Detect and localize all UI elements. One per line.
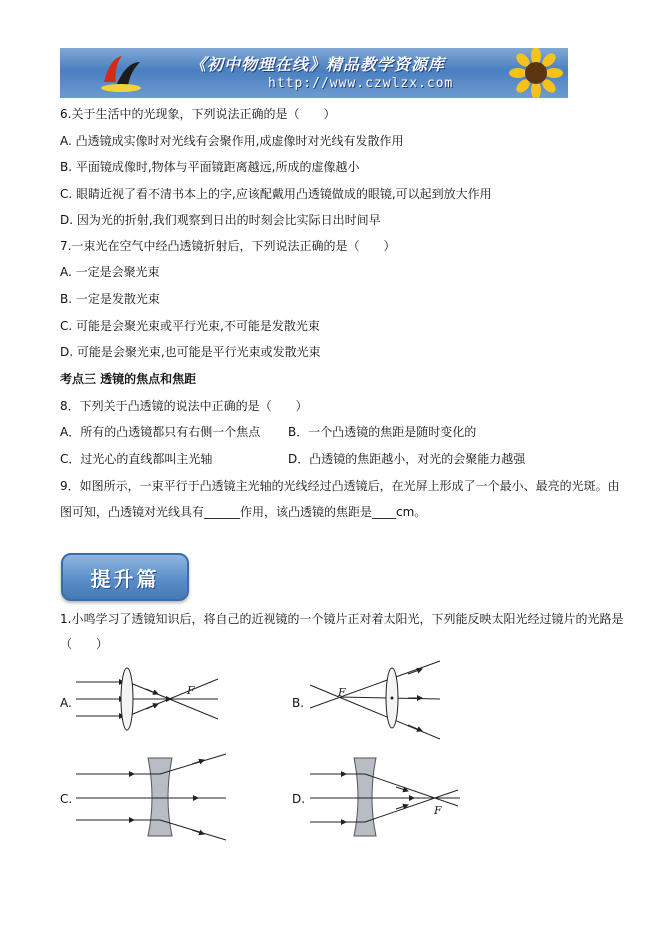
section-heading-focus: 考点三 透镜的焦点和焦距 bbox=[60, 372, 197, 386]
sunflower-icon bbox=[504, 48, 564, 98]
diagram-b-focus-label: F bbox=[338, 686, 346, 699]
q8-option-c: C．过光心的直线都叫主光轴 bbox=[60, 452, 213, 466]
q1-option-b-label: B. bbox=[292, 696, 305, 710]
q6-stem: 6.关于生活中的光现象，下列说法正确的是（ ） bbox=[60, 107, 336, 121]
header-banner bbox=[60, 48, 568, 98]
q9-line2: 图可知，凸透镜对光线具有______作用，该凸透镜的焦距是____cm。 bbox=[60, 505, 427, 519]
q7-option-d: D. 可能是会聚光束,也可能是平行光束或发散光束 bbox=[60, 345, 321, 359]
q1-line1: 1.小鸣学习了透镜知识后，将自己的近视镜的一个镜片正对着太阳光，下列能反映太阳光经过镜片的光路是 bbox=[60, 612, 624, 626]
diagram-c-concave-diverging bbox=[76, 754, 236, 840]
q1-option-d-label: D. bbox=[292, 792, 306, 806]
section-pill-label: 提升篇 bbox=[90, 567, 160, 591]
q1-line2: （ ） bbox=[60, 637, 109, 651]
banner-url: http://www.czwlzx.com bbox=[268, 76, 454, 91]
diagram-a-convex-converging bbox=[76, 664, 226, 734]
q9-line1: 9．如图所示，一束平行于凸透镜主光轴的光线经过凸透镜后，在光屏上形成了一个最小、最亮的光斑。由 bbox=[60, 479, 620, 493]
q7-option-b: B. 一定是发散光束 bbox=[60, 292, 160, 306]
diagram-a-focus-label: F bbox=[187, 684, 195, 697]
q8-option-b: B．一个凸透镜的焦距是随时变化的 bbox=[288, 425, 477, 439]
q6-option-d: D. 因为光的折射,我们观察到日出的时刻会比实际日出时间早 bbox=[60, 213, 381, 227]
section-pill-advanced bbox=[61, 553, 189, 601]
banner-title: 《初中物理在线》精品教学资源库 bbox=[190, 55, 446, 74]
q8-stem: 8．下列关于凸透镜的说法中正确的是（ ） bbox=[60, 399, 308, 413]
q7-option-a: A. 一定是会聚光束 bbox=[60, 265, 160, 279]
q8-option-d: D．凸透镜的焦距越小，对光的会聚能力越强 bbox=[288, 452, 526, 466]
diagram-d-concave-converging bbox=[310, 754, 462, 840]
diagram-d-focus-label: F bbox=[434, 804, 442, 817]
q6-option-a: A. 凸透镜成实像时对光线有会聚作用,成虚像时对光线有发散作用 bbox=[60, 134, 404, 148]
q7-stem: 7.一束光在空气中经凸透镜折射后，下列说法正确的是（ ） bbox=[60, 239, 396, 253]
logo-icon bbox=[96, 52, 146, 94]
q1-option-a-label: A. bbox=[60, 696, 72, 710]
q8-option-a: A．所有的凸透镜都只有右侧一个焦点 bbox=[60, 425, 261, 439]
q6-option-c: C. 眼睛近视了看不清书本上的字,应该配戴用凸透镜做成的眼镜,可以起到放大作用 bbox=[60, 187, 492, 201]
diagram-b-convex-diverging bbox=[310, 659, 444, 741]
q6-option-b: B. 平面镜成像时,物体与平面镜距离越远,所成的虚像越小 bbox=[60, 160, 360, 174]
q7-option-c: C. 可能是会聚光束或平行光束,不可能是发散光束 bbox=[60, 319, 320, 333]
q1-option-c-label: C. bbox=[60, 792, 73, 806]
